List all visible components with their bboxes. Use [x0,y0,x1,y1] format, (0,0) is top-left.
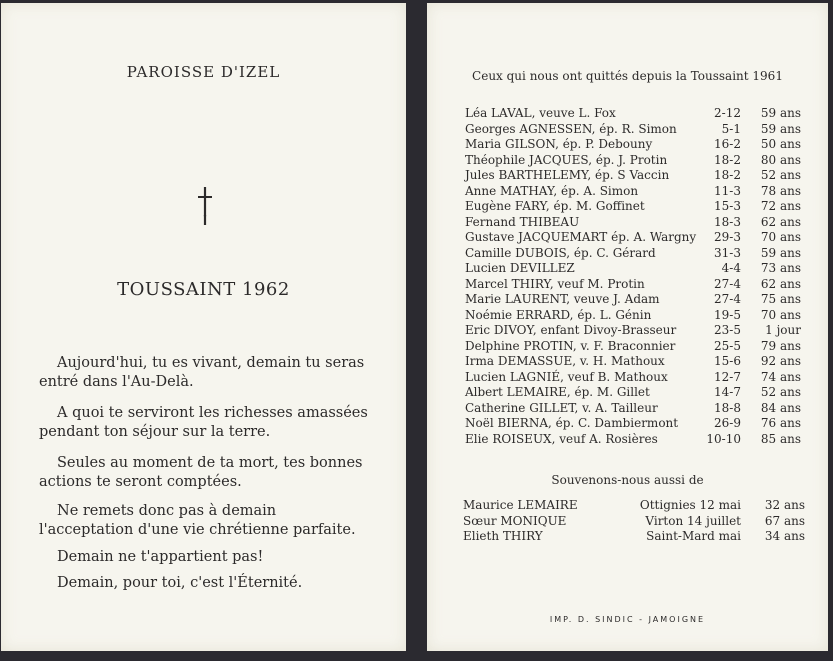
deceased-date: 18-8 [714,400,741,415]
deceased-age: 78 ans [760,183,801,198]
list-item [465,106,801,122]
list-item [465,338,801,355]
deceased-age: 79 ans [760,338,801,353]
deceased-name: Fernand THIBEAU [465,214,580,229]
remember-age: 34 ans [764,529,805,543]
remember-name: Elieth THIRY [463,529,543,543]
list-item [465,168,801,184]
deceased-name: Marie LAURENT, veuve J. Adam [465,292,660,306]
deceased-name: Camille DUBOIS, ép. C. Gérard [465,245,656,260]
deceased-age: 84 ans [760,400,801,415]
parish-name: PAROISSE D'IZEL [126,63,281,81]
list-item [465,400,801,417]
list-item [465,121,801,138]
deceased-age: 59 ans [760,245,801,260]
deceased-name: Irma DEMASSUE, v. H. Mathoux [465,354,665,368]
deceased-age: 73 ans [760,261,801,275]
list-item [465,214,801,231]
list-item [465,369,801,386]
deceased-date: 10-10 [706,431,741,446]
deceased-age: 74 ans [760,369,801,384]
printer-credit: IMP. D. SINDIC - JAMOIGNE [549,615,706,624]
deceased-age: 80 ans [760,152,801,167]
list-item [465,152,801,169]
remember-age: 32 ans [764,498,805,512]
remember-place: Saint-Mard mai [646,529,741,543]
right-card [427,3,828,651]
list-item [465,199,801,215]
cross-icon [194,185,216,227]
list-item [465,431,801,448]
list-item [465,323,801,339]
deceased-age: 70 ans [760,307,801,322]
deceased-date: 4-4 [721,261,741,275]
deceased-date: 26-9 [714,416,741,430]
deceased-age: 59 ans [760,106,801,120]
card-title: TOUSSAINT 1962 [117,279,290,300]
deceased-age: 70 ans [760,230,801,244]
list-item [465,292,801,308]
deceased-age: 62 ans [760,214,801,229]
deceased-name: Maria GILSON, ép. P. Debouny [465,137,653,151]
deceased-name: Eric DIVOY, enfant Divoy-Brasseur [465,323,677,337]
deceased-age: 50 ans [760,137,801,151]
deceased-age: 52 ans [760,168,801,182]
remember-title: Souvenons-nous aussi de [551,473,704,487]
deceased-date: 15-6 [714,354,741,368]
deceased-name: Gustave JACQUEMART ép. A. Wargny [465,230,697,244]
list-item [465,276,801,293]
list-item [465,245,801,262]
paragraph: Seules au moment de ta mort, tes bonnes actions te seront comptées. [39,455,363,490]
deceased-age: 92 ans [760,354,801,368]
deceased-name: Delphine PROTIN, v. F. Braconnier [465,338,676,353]
remember-age: 67 ans [764,513,805,528]
deceased-date: 29-3 [714,230,741,244]
paragraph: Aujourd'hui, tu es vivant, demain tu seras entré dans l'Au-Delà. [39,355,365,390]
deceased-date: 18-3 [714,214,741,229]
deceased-name: Marcel THIRY, veuf M. Protin [465,276,645,291]
deceased-date: 5-1 [721,121,741,136]
remember-list [463,498,803,545]
paragraph: Demain, pour toi, c'est l'Éternité. [57,575,303,591]
list-item [465,261,801,277]
paragraph: A quoi te serviront les richesses amassées pendant ton séjour sur la terre. [39,405,368,440]
deceased-name: Georges AGNESSEN, ép. R. Simon [465,121,677,136]
list-item [463,529,803,545]
deceased-name: Albert LEMAIRE, ép. M. Gillet [465,385,650,399]
deceased-date: 12-7 [714,369,741,384]
paragraph: Demain ne t'appartient pas! [57,549,264,565]
list-item [463,514,803,530]
paragraph: Ne remets donc pas à demain l'acceptation d'une vie chrétienne parfaite. [39,503,356,538]
deceased-name: Lucien LAGNIÉ, veuf B. Mathoux [465,369,668,384]
deceased-date: 18-2 [714,168,741,182]
deceased-date: 14-7 [714,385,741,399]
deceased-name: Catherine GILLET, v. A. Tailleur [465,400,658,415]
deceased-name: Théophile JACQUES, ép. J. Protin [465,152,668,167]
deceased-age: 1 jour [765,323,801,337]
deceased-name: Elie ROISEUX, veuf A. Rosières [465,431,658,446]
deceased-date: 31-3 [714,245,741,260]
deceased-age: 75 ans [760,292,801,306]
deceased-name: Lucien DEVILLEZ [465,261,575,275]
left-card [1,3,406,651]
deceased-age: 62 ans [760,276,801,291]
list-item [465,416,801,432]
deceased-date: 18-2 [714,152,741,167]
deceased-date: 25-5 [714,338,741,353]
list-item [465,307,801,324]
list-item [465,354,801,370]
deceased-name: Eugène FARY, ép. M. Goffinet [465,199,645,213]
deceased-list-title: Ceux qui nous ont quittés depuis la Toussaint 1961 [472,69,783,83]
deceased-name: Jules BARTHELEMY, ép. S Vaccin [465,168,670,182]
deceased-date: 16-2 [714,137,741,151]
deceased-date: 23-5 [714,323,741,337]
list-item [465,385,801,401]
remember-name: Maurice LEMAIRE [463,498,578,512]
deceased-date: 2-12 [714,106,741,120]
deceased-age: 52 ans [760,385,801,399]
remember-place: Virton 14 juillet [645,513,741,528]
deceased-list [465,106,801,447]
deceased-date: 27-4 [714,292,741,306]
deceased-age: 76 ans [760,416,801,430]
deceased-age: 85 ans [760,431,801,446]
deceased-date: 19-5 [714,307,741,322]
deceased-date: 15-3 [714,199,741,213]
list-item [463,498,803,514]
deceased-name: Noël BIERNA, ép. C. Dambiermont [465,416,679,430]
deceased-age: 59 ans [760,121,801,136]
remember-place: Ottignies 12 mai [639,498,741,512]
deceased-age: 72 ans [760,199,801,213]
list-item [465,137,801,153]
deceased-name: Anne MATHAY, ép. A. Simon [465,183,639,198]
deceased-date: 11-3 [714,183,741,198]
deceased-name: Léa LAVAL, veuve L. Fox [465,106,616,120]
deceased-date: 27-4 [714,276,741,291]
remember-name: Sœur MONIQUE [463,513,567,528]
list-item [465,183,801,200]
deceased-name: Noémie ERRARD, ép. L. Génin [465,307,652,322]
list-item [465,230,801,246]
